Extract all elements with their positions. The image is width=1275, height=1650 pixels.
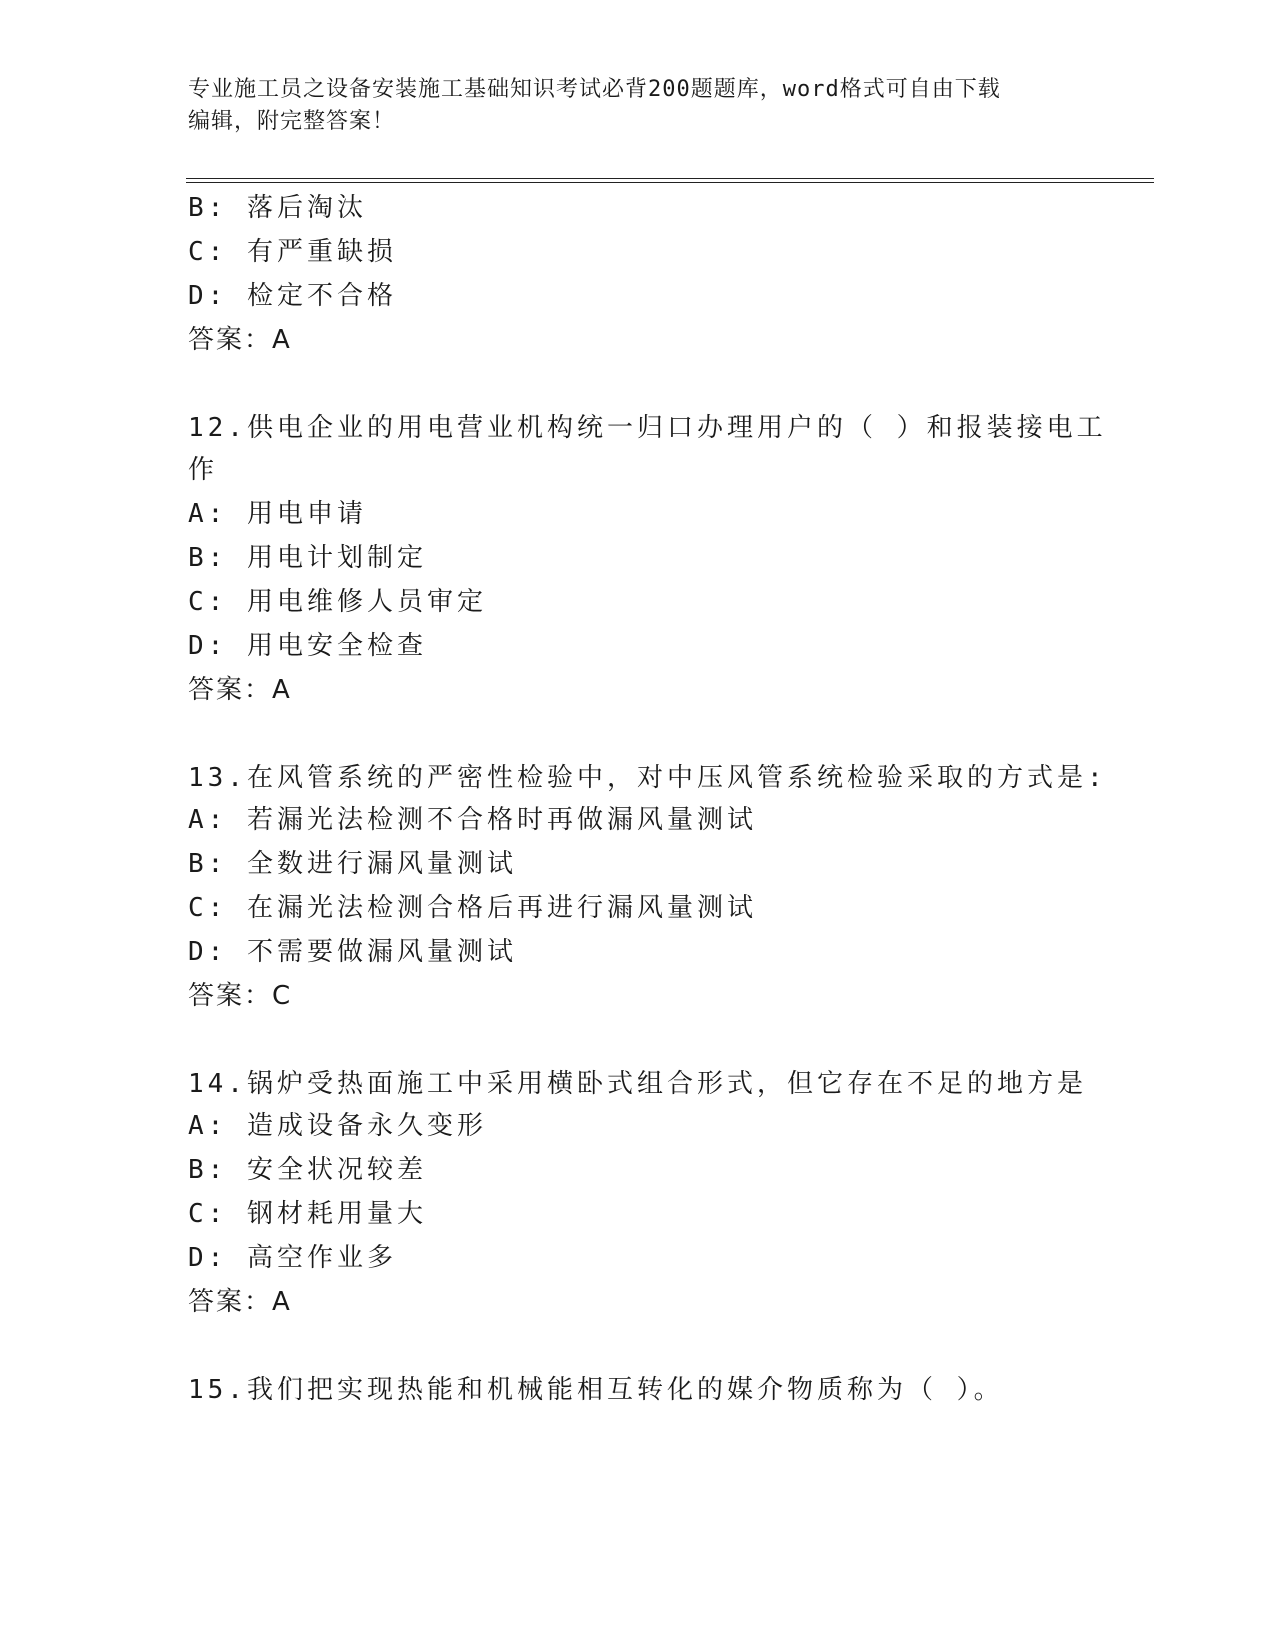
q12-answer: 答案：A: [188, 675, 292, 705]
q13-answer: 答案：C: [188, 981, 293, 1011]
q13-option-c: C: 在漏光法检测合格后再进行漏风量测试: [188, 893, 757, 923]
q14-answer: 答案：A: [188, 1287, 292, 1317]
q13-option-d: D: 不需要做漏风量测试: [188, 937, 517, 967]
document-header: [188, 74, 1088, 138]
header-line-2: 编辑，附完整答案！: [188, 109, 396, 134]
q12-option-b: B: 用电计划制定: [188, 543, 427, 573]
header-divider: [186, 178, 1154, 183]
q14-option-b: B: 安全状况较差: [188, 1155, 427, 1185]
q15-stem: 15.我们把实现热能和机械能相互转化的媒介物质称为（ ）。: [188, 1375, 1004, 1405]
q13-stem: 13.在风管系统的严密性检验中，对中压风管系统检验采取的方式是:: [188, 763, 1107, 793]
q14-option-d: D: 高空作业多: [188, 1243, 397, 1273]
header-line-1: 专业施工员之设备安装施工基础知识考试必背200题题库，word格式可自由下载: [188, 77, 1001, 102]
q11-option-c: C: 有严重缺损: [188, 237, 397, 267]
q14-stem: 14.锅炉受热面施工中采用横卧式组合形式，但它存在不足的地方是: [188, 1069, 1087, 1099]
q12-option-d: D: 用电安全检查: [188, 631, 427, 661]
q14-option-a: A: 造成设备永久变形: [188, 1111, 487, 1141]
q13-option-b: B: 全数进行漏风量测试: [188, 849, 517, 879]
q12-stem-line-1: 12.供电企业的用电营业机构统一归口办理用户的（ ）和报装接电工: [188, 413, 1107, 443]
q12-option-c: C: 用电维修人员审定: [188, 587, 487, 617]
q13-option-a: A: 若漏光法检测不合格时再做漏风量测试: [188, 805, 757, 835]
q11-option-d: D: 检定不合格: [188, 281, 397, 311]
q14-option-c: C: 钢材耗用量大: [188, 1199, 427, 1229]
q12-option-a: A: 用电申请: [188, 499, 367, 529]
q12-stem-line-2: 作: [188, 455, 219, 485]
q11-option-b: B: 落后淘汰: [188, 193, 367, 223]
q11-answer: 答案：A: [188, 325, 292, 355]
